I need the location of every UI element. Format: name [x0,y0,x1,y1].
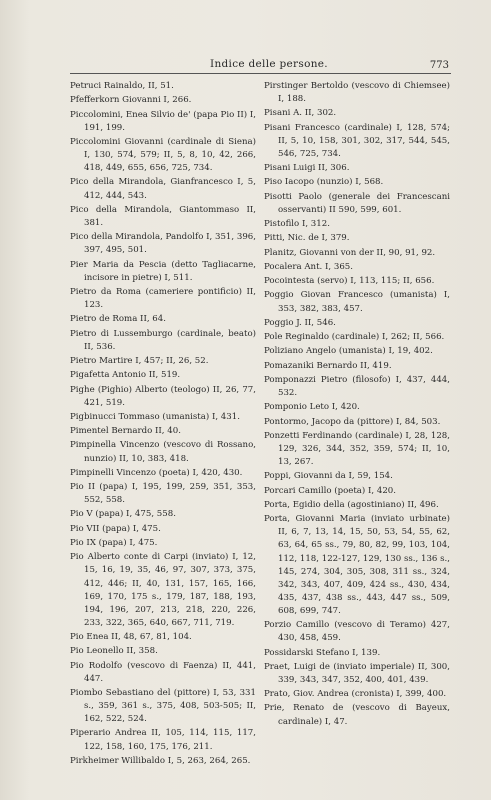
index-entry: Pole Reginaldo (cardinale) I, 262; II, 566. [264,332,445,343]
index-entry: Poggio J. II, 546. [264,317,336,328]
index-entry: Porzio Camillo (vescovo di Teramo) 427, 430, 458, 459. [264,620,450,644]
index-entry: Porta, Giovanni Maria (inviato urbinate) II, 6, 7, 13, 14, 15, 50, 53, 54, 55, 62, 63, 64, 65 ss., 79, 80, 82, 99, 103, 104, 112, 118, 122-127, 129, 130 ss., 136 s., 145, 274, 304, 305, 308, 311 ss., 324, 342, 343, 407, 409, 424 ss., 430, 434, 435, 437, 438 ss., 443, 447 ss., 509, 608, 699, 747. [264,514,450,616]
header-rule [70,73,451,74]
index-entry: Pontormo, Jacopo da (pittore) I, 84, 503. [264,416,441,427]
index-entry: Poliziano Angelo (umanista) I, 19, 402. [264,346,433,357]
index-entry: Pietro di Lussemburgo (cardinale, beato) II, 536. [70,328,256,352]
index-entry: Porta, Egidio della (agostiniano) II, 496. [264,499,439,510]
index-entry: Prato, Giov. Andrea (cronista) I, 399, 400. [264,689,447,700]
index-entry: Pio V (papa) I, 475, 558. [70,509,176,520]
index-entry: Pomponio Leto I, 420. [264,402,360,413]
index-entry: Pietro da Roma (cameriere pontificio) II, 123. [70,286,256,310]
index-entry: Pio Rodolfo (vescovo di Faenza) II, 441, 447. [70,660,256,684]
index-column-right [264,80,450,730]
index-entry: Pigafetta Antonio II, 519. [70,370,181,381]
index-entry: Praet, Luigi de (inviato imperiale) II, 300, 339, 343, 347, 352, 400, 401, 439. [264,661,450,685]
index-entry: Pocointesta (servo) I, 113, 115; II, 656. [264,276,435,287]
index-entry: Pighe (Pighio) Alberto (teologo) II, 26, 77, 421, 519. [70,384,256,408]
index-entry: Pier Maria da Pescia (detto Tagliacarne, incisore in pietre) I, 511. [70,259,256,283]
index-entry: Pio VII (papa) I, 475. [70,523,161,534]
index-entry: Pio Leonello II, 358. [70,646,158,657]
index-entry: Pisani A. II, 302. [264,108,337,119]
section-title: Indice delle persone. [210,58,328,70]
index-entry: Pisotti Paolo (generale dei Francescani osservanti) II 590, 599, 601. [264,191,450,215]
index-entry: Planitz, Giovanni von der II, 90, 91, 92. [264,247,436,258]
index-entry: Pigbinucci Tommaso (umanista) I, 431. [70,411,240,422]
index-entry: Piso Iacopo (nunzio) I, 568. [264,177,384,188]
index-entry: Pirkheimer Willibaldo I, 5, 263, 264, 265. [70,755,251,766]
index-column-left [70,80,256,769]
index-entry: Possidarski Stefano I, 139. [264,647,381,658]
index-entry: Pio II (papa) I, 195, 199, 259, 351, 353, 552, 558. [70,482,256,506]
index-entry: Piombo Sebastiano del (pittore) I, 53, 331 s., 359, 361 s., 375, 408, 503-505; II, 162, 522, 524. [70,688,256,725]
running-header [70,58,451,74]
index-entry: Pico della Mirandola, Pandolfo I, 351, 396, 397, 495, 501. [70,232,256,256]
index-entry: Pomponazzi Pietro (filosofo) I, 437, 444, 532. [264,374,450,399]
index-entry: Poggio Giovan Francesco (umanista) I, 353, 382, 383, 457. [264,290,450,314]
index-entry: Poppi, Giovanni da I, 59, 154. [264,471,393,482]
index-entry: Piccolomini Giovanni (cardinale di Siena) I, 130, 574, 579; II, 5, 8, 10, 42, 266, 418, 449, 655, 656, 725, 734. [70,136,256,174]
index-entry: Pico della Mirandola, Gianfrancesco I, 5, 412, 444, 543. [70,177,256,201]
index-entry: Prie, Renato de (vescovo di Bayeux, cardinale) I, 47. [264,703,450,727]
index-entry: Pisani Luigi II, 306. [264,163,350,174]
index-entry: Pomazaniki Bernardo II, 419. [264,360,392,371]
index-entry: Pisani Francesco (cardinale) I, 128, 574; II, 5, 10, 158, 301, 302, 317, 544, 545, 546, 725, 734. [264,122,450,159]
index-entry: Pirstinger Bertoldo (vescovo di Chiemsee) I, 188. [264,81,450,105]
index-entry: Ponzetti Ferdinando (cardinale) I, 28, 128, 129, 326, 344, 352, 359, 574; II, 10, 13, 267. [264,430,450,468]
index-entry: Pimpinella Vincenzo (vescovo di Rossano, nunzio) II, 10, 383, 418. [70,440,256,464]
index-entry: Piccolomini, Enea Silvio de' (papa Pio II) I, 191, 199. [70,109,256,133]
page-number: 773 [429,60,449,71]
index-entry: Pio IX (papa) I, 475. [70,538,158,549]
index-entry: Pietro de Roma II, 64. [70,314,166,325]
index-entry: Pistofilo I, 312. [264,219,330,230]
index-entry: Pio Enea II, 48, 67, 81, 104. [70,632,192,643]
index-entry: Pitti, Nic. de I, 379. [264,233,350,244]
index-entry: Porcari Camillo (poeta) I, 420. [264,485,397,496]
index-entry: Pico della Mirandola, Giantommaso II, 381. [70,204,256,228]
index-entry: Pimpinelli Vincenzo (poeta) I, 420, 430. [70,467,243,478]
index-entry: Petruci Rainaldo, II, 51. [70,81,174,91]
index-entry: Pio Alberto conte di Carpi (inviato) I, 12, 15, 16, 19, 35, 46, 97, 307, 373, 375, 412, 446; II, 40, 131, 157, 165, 166, 169, 170, 175 s., 179, 187, 188, 193, 194, 196, 207, 213, 218, 220, 226, 233, 322, 365, 640, 667, 711, 719. [70,552,256,628]
index-entry: Pocalera Ant. I, 365. [264,261,353,272]
index-entry: Piperario Andrea II, 105, 114, 115, 117, 122, 158, 160, 175, 176, 211. [70,728,256,752]
index-entry: Pimentel Bernardo II, 40. [70,426,181,437]
index-entry: Pietro Martire I, 457; II, 26, 52. [70,355,209,366]
index-entry: Pfefferkorn Giovanni I, 266. [70,95,192,106]
